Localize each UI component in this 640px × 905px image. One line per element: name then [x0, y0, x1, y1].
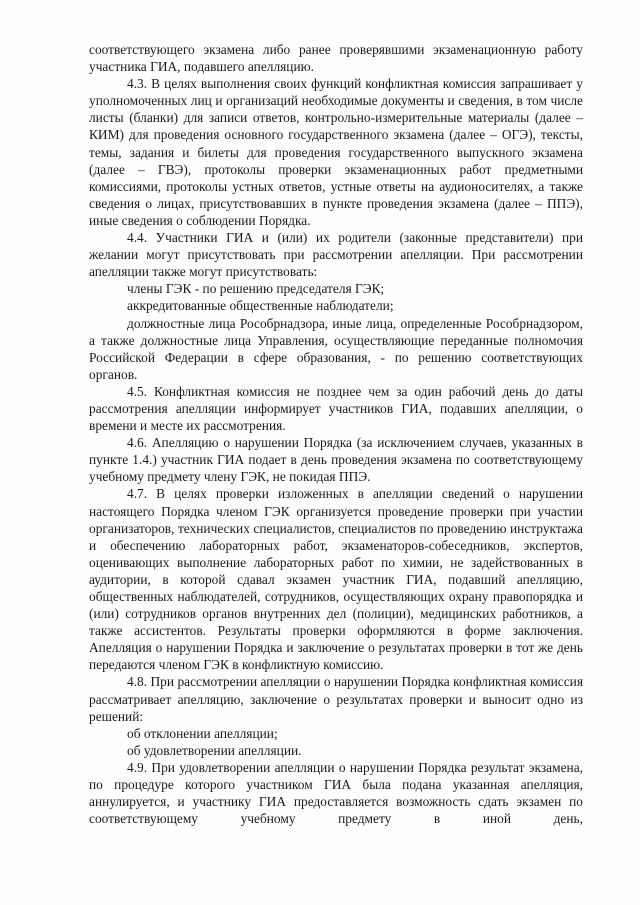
paragraph-4-4: 4.4. Участники ГИА и (или) их родители (законные представители) при желании могут присутствовать при рассмотрении апелляции. При рассмотрении апелляции также могут присутствовать:	[89, 230, 583, 280]
list-item-gek-members: члены ГЭК - по решению председателя ГЭК;	[127, 281, 385, 297]
list-item-reject: об отклонении апелляции;	[127, 725, 278, 741]
paragraph-4-9: 4.9. При удовлетворении апелляции о нарушении Порядка результат экзамена, по процедуре которого участником ГИА была подана указанная апелляция, аннулируется, и участнику ГИА предоставляется возможность сдать экзамен по соответствующему учебному предмету в иной день,	[89, 759, 583, 827]
paragraph-4-7: 4.7. В целях проверки изложенных в апелляции сведений о нарушении настоящего Порядка членом ГЭК организуется проведение проверки при участии организаторов, технических специалистов, специалистов по проведению инструктажа и обеспечению лабораторных работ, экзаменаторов-собеседников, экспертов, оценивающих выполнение лабораторных работ по химии, не задействованных в аудитории, в которой сдавал экзамен участник ГИА, подавший апелляцию, общественных наблюдателей, сотрудников, осуществляющих охрану правопорядка и (или) сотрудников органов внутренних дел (полиции), медицинских работников, а также ассистентов. Результаты проверки оформляются в форме заключения. Апелляция о нарушении Порядка и заключение о результатах проверки в тот же день передаются членом ГЭК в конфликтную комиссию.	[89, 486, 583, 673]
paragraph-4-8: 4.8. При рассмотрении апелляции о нарушении Порядка конфликтная комиссия рассматривает апелляцию, заключение о результатах проверки и выносит одно из решений:	[89, 674, 583, 724]
list-item-observers: аккредитованные общественные наблюдатели;	[127, 298, 394, 314]
paragraph-continuation: соответствующего экзамена либо ранее проверявшими экзаменационную работу участника ГИА, подавшего апелляцию.	[89, 42, 583, 75]
document-body	[89, 41, 583, 827]
list-item-satisfy: об удовлетворении апелляции.	[127, 742, 302, 758]
paragraph-4-6: 4.6. Апелляцию о нарушении Порядка (за исключением случаев, указанных в пункте 1.4.) участник ГИА подает в день проведения экзамена по соответствующему учебному предмету члену ГЭК, не покидая ППЭ.	[89, 435, 583, 485]
list-item-officials: должностные лица Рособрнадзора, иные лица, определенные Рособрнадзором, а также должностные лица Управления, осуществляющие переданные полномочия Российской Федерации в сфере образования, - по решению соответствующих органов.	[89, 315, 583, 382]
paragraph-4-5: 4.5. Конфликтная комиссия не позднее чем за один рабочий день до даты рассмотрения апелляции информирует участников ГИА, подавших апелляции, о времени и месте их рассмотрения.	[89, 383, 583, 434]
paragraph-4-3: 4.3. В целях выполнения своих функций конфликтная комиссия запрашивает у уполномоченных лиц и организаций необходимые документы и сведения, в том числе листы (бланки) для записи ответов, контрольно-измерительные материалы (далее – КИМ) для проведения основного государственного экзамена (далее – ОГЭ), тексты, темы, задания и билеты для проведения государственного выпускного экзамена (далее – ГВЭ), протоколы проверки экзаменационных работ предметными комиссиями, протоколы устных ответов, устные ответы на аудионосителях, а также сведения о лицах, присутствовавших в пункте проведения экзамена (далее – ППЭ), иные сведения о соблюдении Порядка.	[89, 76, 583, 228]
